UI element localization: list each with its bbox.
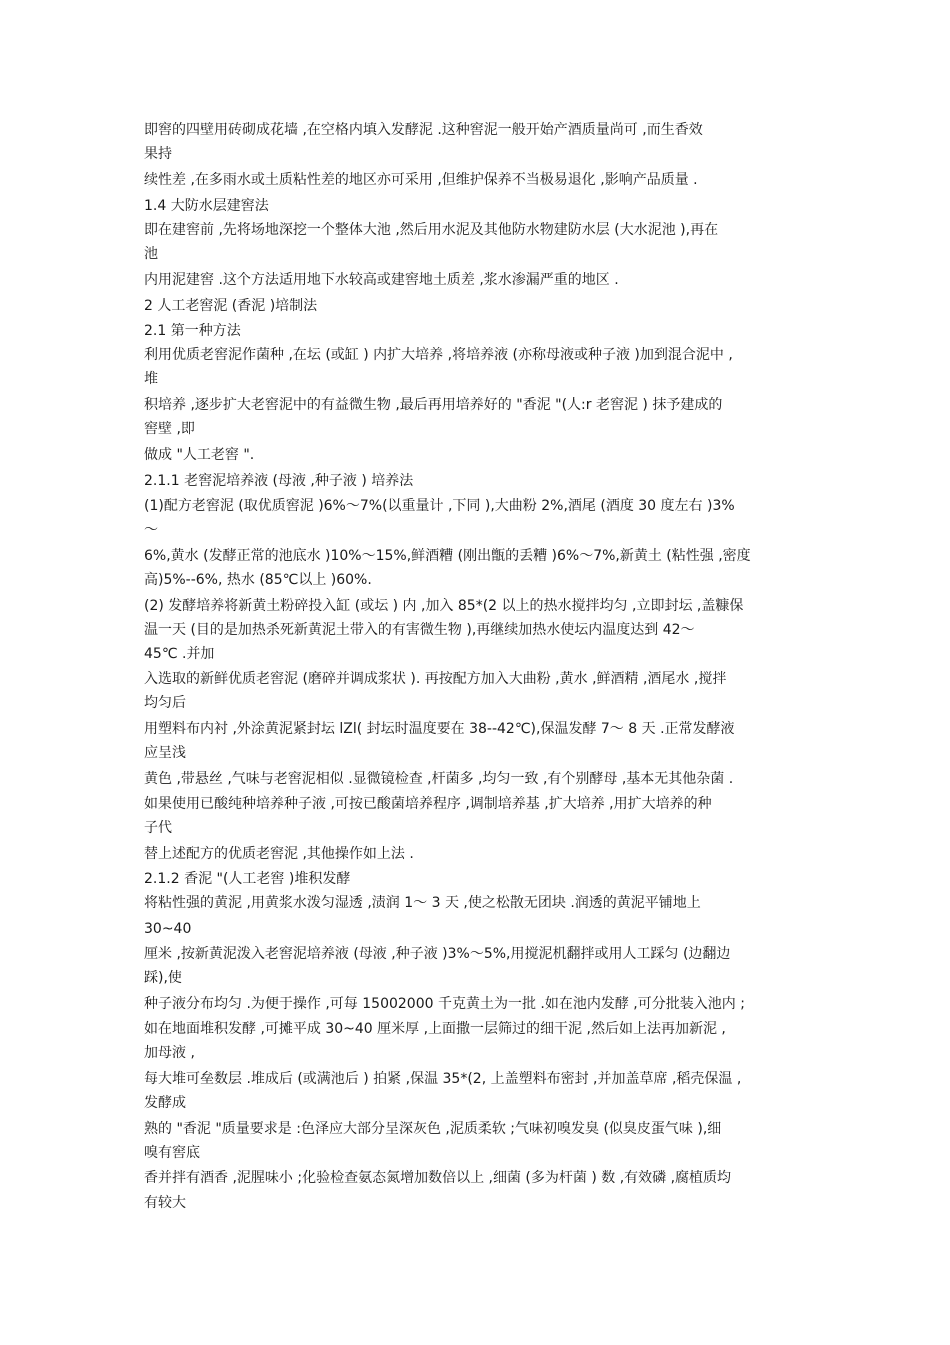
text-line: 45℃ .并加 — [144, 646, 215, 662]
text-line: 种子液分布均匀 .为便于操作 ,可每 15002000 千克黄土为一批 .如在池内发酵 ,可分批装入池内 ; — [144, 996, 745, 1012]
text-line: 踩),使 — [144, 970, 182, 986]
text-line: 厘米 ,按新黄泥泼入老窖泥培养液 (母液 ,种子液 )3%～5%,用搅泥机翻拌或用人工踩匀 (边翻边 — [144, 946, 731, 962]
section-heading: 2.1 第一种方法 — [144, 323, 241, 339]
text-line: 香并拌有酒香 ,泥腥味小 ;化验检查氨态氮增加数倍以上 ,细菌 (多为杆菌 ) 数 ,有效磷 ,腐植质均 — [144, 1170, 732, 1186]
text-line: (1)配方老窖泥 (取优质窖泥 )6%～7%(以重量计 ,下同 ),大曲粉 2%,酒尾 (酒度 30 度左右 )3% — [144, 498, 735, 514]
text-line: 将粘性强的黄泥 ,用黄浆水泼匀湿透 ,渍润 1～ 3 天 ,使之松散无团块 .润透的黄泥平铺地上 — [144, 895, 701, 911]
text-line: 子代 — [144, 820, 172, 836]
text-line: 续性差 ,在多雨水或土质粘性差的地区亦可采用 ,但维护保养不当极易退化 ,影响产品质量 . — [144, 172, 698, 188]
text-line: 6%,黄水 (发酵正常的池底水 )10%～15%,鲜酒糟 (刚出甑的丢糟 )6%～7%,新黄土 (粘性强 ,密度 — [144, 548, 751, 564]
text-line: 入选取的新鲜优质老窖泥 (磨碎并调成浆状 ). 再按配方加入大曲粉 ,黄水 ,鲜酒精 ,酒尾水 ,搅拌 — [144, 671, 727, 687]
text-line: 30~40 — [144, 921, 192, 937]
text-line: 利用优质老窖泥作菌种 ,在坛 (或缸 ) 内扩大培养 ,将培养液 (亦称母液或种子液 )加到混合泥中 , — [144, 347, 733, 363]
section-heading: 2.1.1 老窖泥培养液 (母液 ,种子液 ) 培养法 — [144, 473, 414, 489]
section-heading: 2 人工老窖泥 (香泥 )培制法 — [144, 298, 318, 314]
text-line: 每大堆可垒数层 .堆成后 (或满池后 ) 拍紧 ,保温 35*(2, 上盖塑料布密封 ,并加盖草席 ,稻壳保温 , — [144, 1071, 742, 1087]
text-line: 温一天 (目的是加热杀死新黄泥土带入的有害微生物 ),再继续加热水使坛内温度达到 42～ — [144, 622, 695, 638]
text-line: 积培养 ,逐步扩大老窖泥中的有益微生物 ,最后再用培养好的 "香泥 "(人:r 老窖泥 ) 抹予建成的 — [144, 397, 723, 413]
text-line: ～ — [144, 522, 158, 538]
text-line: 即窖的四壁用砖砌成花墙 ,在空格内填入发酵泥 .这种窖泥一般开始产酒质量尚可 ,而生香效 — [144, 122, 703, 138]
text-line: 果持 — [144, 146, 172, 162]
text-line: 应呈浅 — [144, 745, 186, 761]
text-line: 即在建窖前 ,先将场地深挖一个整体大池 ,然后用水泥及其他防水物建防水层 (大水泥池 ),再在 — [144, 222, 719, 238]
section-heading: 2.1.2 香泥 "(人工老窖 )堆积发酵 — [144, 871, 351, 887]
text-line: 池 — [144, 246, 158, 262]
text-line: 均匀后 — [144, 695, 186, 711]
text-line: 有较大 — [144, 1195, 186, 1211]
text-line: 窖壁 ,即 — [144, 421, 195, 437]
text-line: 加母液 , — [144, 1045, 195, 1061]
text-line: 嗅有窖底 — [144, 1145, 200, 1161]
text-line: 用塑料布内衬 ,外涂黄泥紧封坛 lZl( 封坛时温度要在 38--42℃),保温发酵 7～ 8 天 .正常发酵液 — [144, 721, 735, 737]
text-line: 如果使用已酸纯种培养种子液 ,可按已酸菌培养程序 ,调制培养基 ,扩大培养 ,用扩大培养的种 — [144, 796, 712, 812]
text-line: 如在地面堆积发酵 ,可摊平成 30~40 厘米厚 ,上面撒一层筛过的细干泥 ,然后如上法再加新泥 , — [144, 1021, 726, 1037]
text-line: 堆 — [144, 371, 158, 387]
text-line: 替上述配方的优质老窖泥 ,其他操作如上法 . — [144, 846, 414, 862]
text-line: 黄色 ,带悬丝 ,气味与老窖泥相似 .显微镜检查 ,杆菌多 ,均匀一致 ,有个别酵母 ,基本无其他杂菌 . — [144, 771, 734, 787]
text-line: 内用泥建窖 .这个方法适用地下水较高或建窖地土质差 ,浆水渗漏严重的地区 . — [144, 272, 619, 288]
section-heading: 1.4 大防水层建窖法 — [144, 198, 269, 214]
text-line: 熟的 "香泥 "质量要求是 :色泽应大部分呈深灰色 ,泥质柔软 ;气味初嗅发臭 (似臭皮蛋气味 ),细 — [144, 1121, 722, 1137]
text-line: 高)5%--6%, 热水 (85℃以上 )60%. — [144, 572, 372, 588]
text-line: (2) 发酵培养将新黄土粉碎投入缸 (或坛 ) 内 ,加入 85*(2 以上的热水搅拌均匀 ,立即封坛 ,盖糠保 — [144, 598, 744, 614]
text-line: 发酵成 — [144, 1095, 186, 1111]
text-line: 做成 "人工老窖 ". — [144, 447, 255, 463]
